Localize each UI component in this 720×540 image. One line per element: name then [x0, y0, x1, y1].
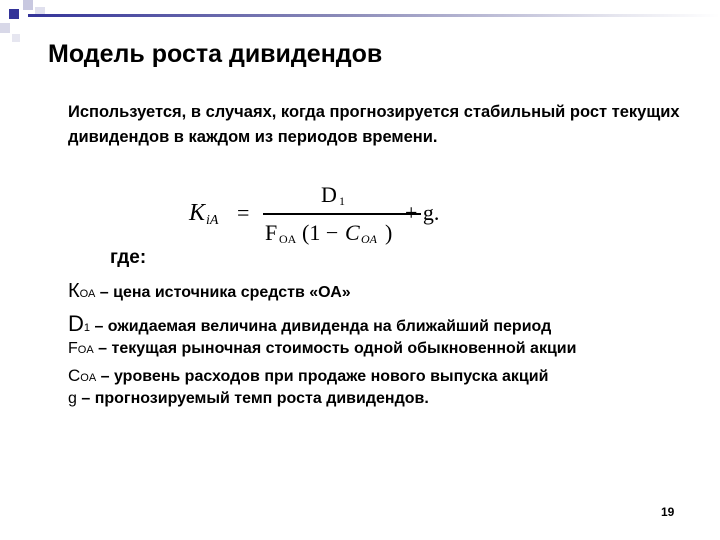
definition-c — [68, 366, 548, 386]
definition-symbol: D — [68, 311, 84, 336]
formula-k-sub: iA — [206, 213, 219, 228]
definition-k — [68, 280, 351, 303]
definition-text: – прогнозируемый темп роста дивидендов. — [76, 390, 429, 407]
formula-numerator-sub: 1 — [339, 194, 345, 208]
definition-g — [68, 390, 429, 408]
title-rule — [28, 14, 720, 17]
definition-subscript: 1 — [83, 322, 91, 334]
decor-square-dark — [9, 9, 19, 19]
definition-symbol: F — [68, 340, 78, 357]
definition-text: – текущая рыночная стоимость одной обыкновенной акции — [93, 340, 577, 357]
formula-plus-g: + g. — [405, 200, 440, 225]
definition-symbol: g — [68, 390, 77, 407]
definition-subscript: OA — [80, 372, 97, 384]
where-label: где: — [110, 247, 147, 268]
definition-symbol: К — [68, 280, 80, 302]
formula-den-f-sub: OA — [279, 232, 297, 246]
definition-d — [68, 311, 551, 337]
definition-text: – цена источника средств «ОА» — [95, 284, 351, 301]
formula-den-close: ) — [385, 220, 393, 245]
formula-den-c: C — [345, 220, 360, 245]
decor-square-light — [23, 0, 33, 10]
definition-subscript: OA — [77, 344, 94, 356]
formula-numerator: D — [321, 182, 337, 207]
formula-k: K — [189, 200, 206, 226]
definition-f — [68, 340, 576, 358]
formula-equals: = — [237, 200, 250, 225]
definition-text: – уровень расходов при продаже нового выпуска акций — [96, 368, 549, 385]
page-number: 19 — [661, 505, 675, 519]
fraction-bar — [263, 213, 421, 215]
formula-den-c-sub: OA — [361, 232, 377, 246]
definition-subscript: ОА — [79, 288, 96, 300]
formula-den-open: (1 − — [302, 220, 339, 245]
definition-text: – ожидаемая величина дивиденда на ближайший период — [90, 318, 552, 335]
intro-text: Используется, в случаях, когда прогнозируется стабильный рост текущих дивидендов в каждом из периодов времени. — [68, 103, 680, 146]
decor-square-light — [12, 34, 20, 42]
decor-square-light — [0, 23, 10, 33]
formula-den-f: F — [265, 220, 278, 245]
slide-title: Модель роста дивидендов — [48, 40, 383, 68]
dividend-growth-formula — [185, 180, 465, 252]
definition-symbol: C — [68, 366, 81, 385]
